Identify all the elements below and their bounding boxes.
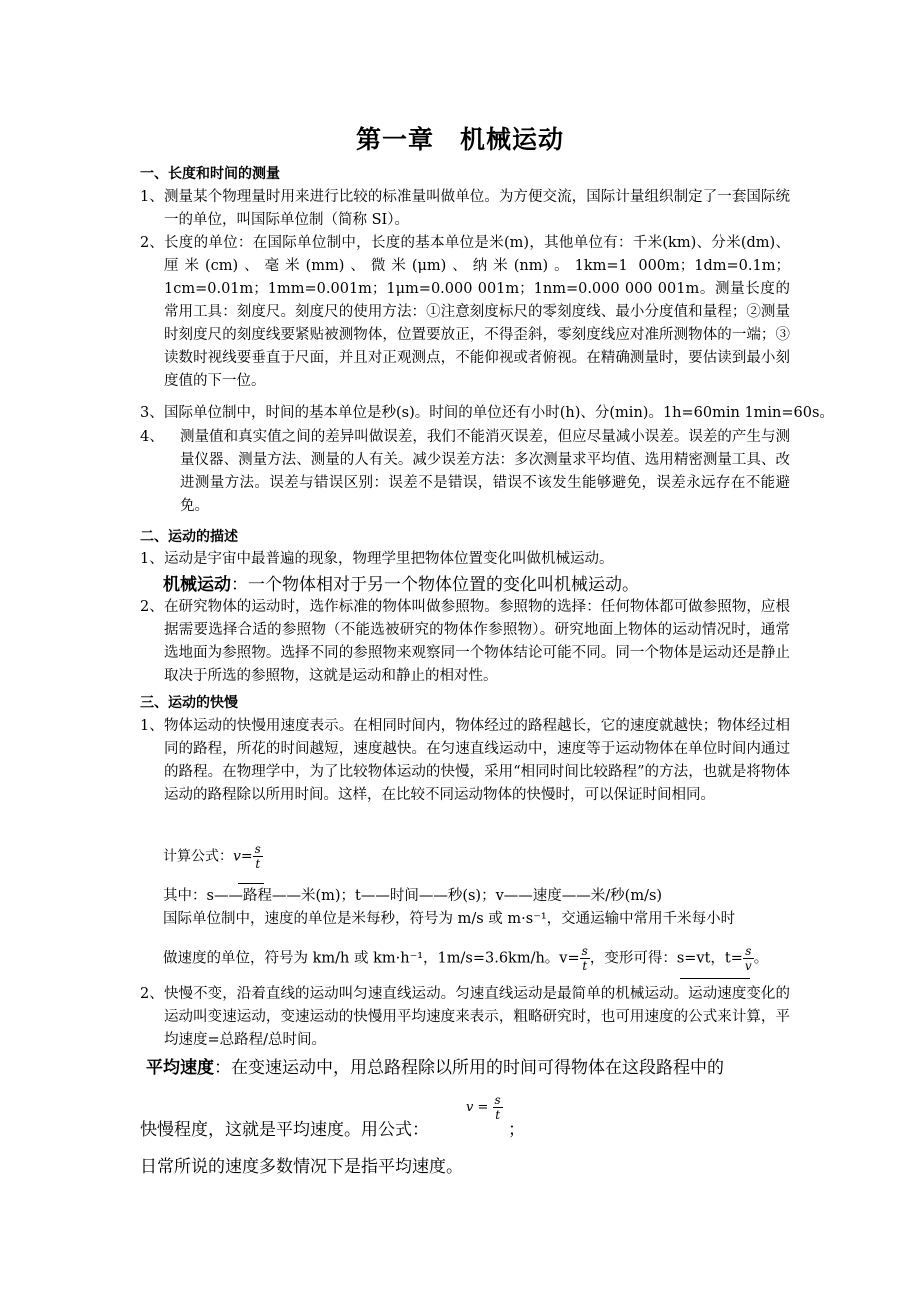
definition-text: ：一个物体相对于另一个物体位置的变化叫机械运动。 bbox=[231, 575, 639, 595]
formula-v: v bbox=[466, 1100, 474, 1115]
item-text: 国际单位制中，时间的基本单位是秒(s)。时间的单位还有小时(h)、分(min)。1h=60min 1min=60s。 bbox=[164, 405, 834, 421]
fraction-denominator: v bbox=[744, 959, 752, 973]
item-number: 2、 bbox=[140, 986, 164, 1002]
item-text: 运动是宇宙中最普遍的现象，物理学里把物体位置变化叫做机械运动。 bbox=[164, 551, 614, 567]
formula-eq: = bbox=[477, 1100, 489, 1115]
fraction-numerator: s bbox=[254, 842, 261, 856]
unit-line-1: 国际单位制中，速度的单位是米每秒，符号为 m/s 或 m·s⁻¹，交通运输中常用千米每小时 bbox=[163, 911, 736, 927]
definition-average-speed bbox=[146, 1053, 724, 1078]
paragraph-3-1 bbox=[140, 715, 790, 807]
chapter-title: 第一章 机械运动 bbox=[355, 125, 564, 154]
paragraph-1-3 bbox=[140, 402, 860, 425]
fraction-denominator: t bbox=[582, 959, 588, 973]
formula-v: v bbox=[233, 848, 241, 865]
fraction-v bbox=[580, 944, 590, 973]
unit-line-2a: 做速度的单位，符号为 km/h 或 km·h⁻¹，1m/s=3.6km/h。v= bbox=[163, 950, 580, 967]
paragraph-3-2 bbox=[140, 983, 790, 1052]
formula-underline bbox=[238, 883, 264, 884]
formula-underline-2 bbox=[680, 978, 750, 979]
item-text: 长度的单位：在国际单位制中，长度的基本单位是米(m)，其他单位有：千米(km)、分米(dm)、厘米(cm)、毫米(mm)、微米(μm)、纳米(nm)。1km=1 000m；1dm=0.1m；1cm=0.01m；1mm=0.001m；1μm=0.000 001m；1nm=0.000 000 001m。测量长度的常用工具：刻度尺。刻度尺的使用方法：①注意刻度标尺的零刻度线、最小分度值和量程；②测量时刻度尺的刻度线要紧贴被测物体，位置要放正，不得歪斜，零刻度线应对准所测物体的一端；③读数时视线要垂直于尺面，并且对正观测点，不能仰视或者俯视。在精确测量时，要估读到最小刻度值的下一位。 bbox=[164, 235, 790, 389]
average-speed-line-2 bbox=[140, 1115, 429, 1140]
fraction-numerator: s bbox=[581, 944, 588, 958]
fraction-t bbox=[743, 944, 754, 973]
item-text: 测量值和真实值之间的差异叫做误差，我们不能消灭误差，但应尽量减小误差。误差的产生与测量仪器、测量方法、测量的人有关。减少误差方法：多次测量求平均值、选用精密测量工具、改进测量方法。误差与错误区别：误差不是错误，错误不该发生能够避免，误差永远存在不能避免。 bbox=[180, 429, 790, 514]
formula-eq: = bbox=[240, 848, 253, 865]
section-heading-2: 二、运动的描述 bbox=[140, 529, 238, 545]
avg-line-text: 快慢程度，这就是平均速度。用公式： bbox=[140, 1120, 429, 1140]
formula-fraction bbox=[253, 842, 263, 871]
item-number: 2、 bbox=[140, 235, 164, 251]
item-text: 快慢不变，沿着直线的运动叫匀速直线运动。匀速直线运动是最简单的机械运动。运动速度变化的运动叫变速运动，变速运动的快慢用平均速度来表示，粗略研究时，也可用速度的公式来计算，平均速度=总路程/总时间。 bbox=[164, 986, 790, 1048]
unit-line-2 bbox=[163, 944, 793, 973]
paragraph-2-1 bbox=[140, 548, 790, 571]
definition-term: 机械运动 bbox=[163, 575, 231, 595]
item-number: 2、 bbox=[140, 599, 164, 615]
section-heading-3: 三、运动的快慢 bbox=[140, 695, 238, 711]
definition-term: 平均速度 bbox=[146, 1058, 214, 1078]
definition-text: ：在变速运动中，用总路程除以所用的时间可得物体在这段路程中的 bbox=[214, 1058, 724, 1078]
paragraph-1-1 bbox=[140, 186, 790, 232]
item-number: 1、 bbox=[140, 189, 164, 205]
fraction-numerator: s bbox=[494, 1093, 501, 1107]
item-text: 在研究物体的运动时，选作标准的物体叫做参照物。参照物的选择：任何物体都可做参照物，应根据需要选择合适的参照物（不能选被研究的物体作参照物）。研究地面上物体的运动情况时，通常选地面为参照物。选择不同的参照物来观察同一个物体结论可能不同。同一个物体是运动还是静止取决于所选的参照物，这就是运动和静止的相对性。 bbox=[164, 599, 790, 684]
fraction-denominator: t bbox=[255, 857, 261, 871]
item-number: 1、 bbox=[140, 551, 164, 567]
unit-line-2c: 。 bbox=[753, 950, 769, 967]
paragraph-1-2 bbox=[140, 232, 790, 393]
section-heading-1: 一、长度和时间的测量 bbox=[140, 166, 280, 182]
closing-line: 日常所说的速度多数情况下是指平均速度。 bbox=[140, 1157, 463, 1177]
paragraph-2-2 bbox=[140, 596, 790, 688]
avg-semicolon: ； bbox=[508, 1120, 525, 1140]
item-number: 3、 bbox=[140, 405, 164, 421]
formula-label: 计算公式： bbox=[163, 848, 233, 865]
formula-line bbox=[163, 842, 793, 871]
item-text: 物体运动的快慢用速度表示。在相同时间内，物体经过的路程越长，它的速度就越快；物体经过相同的路程，所花的时间越短，速度越快。在匀速直线运动中，速度等于运动物体在单位时间内通过的路程。在物理学中，为了比较物体运动的快慢，采用“相同时间比较路程”的方法，也就是将物体运动的路程除以所用时间。这样，在比较不同运动物体的快慢时，可以保证时间相同。 bbox=[164, 718, 790, 803]
fraction-denominator: t bbox=[495, 1108, 501, 1122]
unit-line-2b: ，变形可得：s=vt，t= bbox=[589, 950, 743, 967]
paragraph-1-4 bbox=[140, 426, 790, 518]
formula-fraction bbox=[493, 1093, 503, 1122]
item-text: 测量某个物理量时用来进行比较的标准量叫做单位。为方便交流，国际计量组织制定了一套国际统一的单位，叫国际单位制（简称 SI）。 bbox=[164, 189, 790, 228]
item-number: 4、 bbox=[140, 429, 164, 445]
definition-mechanical-motion bbox=[163, 570, 639, 595]
item-number: 1、 bbox=[140, 718, 164, 734]
average-speed-formula bbox=[466, 1093, 503, 1122]
fraction-numerator: s bbox=[743, 944, 754, 959]
where-line: 其中：s——路程——米(m)；t——时间——秒(s)；v——速度——米/秒(m/s) bbox=[163, 888, 663, 904]
